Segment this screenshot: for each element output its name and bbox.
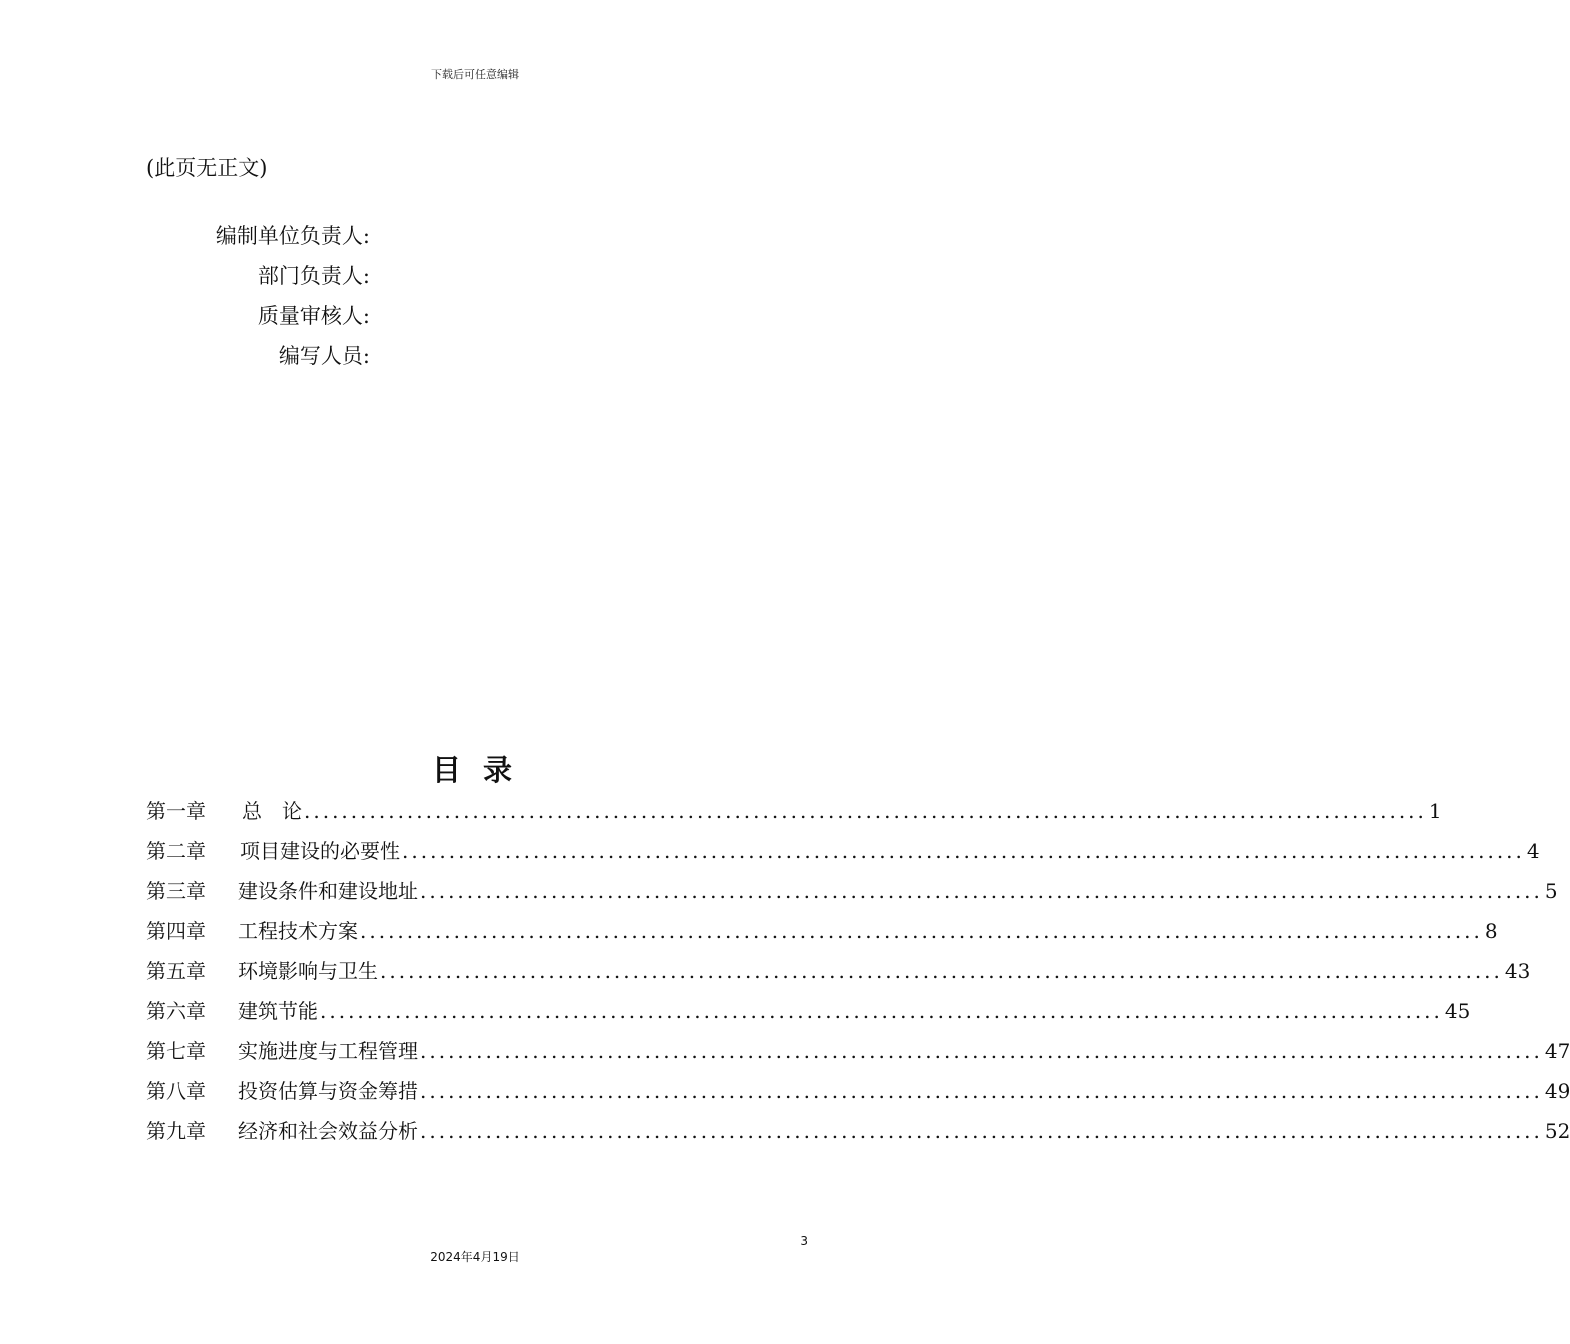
toc-entry[interactable] bbox=[146, 995, 1471, 1035]
toc-entry[interactable] bbox=[146, 1075, 1570, 1115]
toc-leader-dots: ........................................................................................................................ bbox=[420, 1119, 1543, 1143]
no-text-note: (此页无正文) bbox=[146, 156, 268, 180]
toc-page-number: 45 bbox=[1444, 999, 1471, 1023]
toc-entry-title: 实施进度与工程管理 bbox=[238, 1039, 418, 1063]
toc-entry-title: 建筑节能 bbox=[238, 999, 318, 1023]
toc-chapter: 第三章 bbox=[146, 879, 206, 903]
toc-entry-title: 项目建设的必要性 bbox=[240, 839, 400, 863]
toc-page-number: 1 bbox=[1428, 799, 1442, 823]
toc-leader-dots: ........................................................................................................................ bbox=[402, 839, 1525, 863]
toc-entry[interactable] bbox=[146, 1035, 1570, 1075]
footer-date: 2024年4月19日 bbox=[430, 1250, 520, 1264]
toc-leader-dots: ........................................................................................................................ bbox=[420, 1079, 1543, 1103]
toc-entry[interactable] bbox=[146, 915, 1498, 955]
toc-entry-title: 投资估算与资金筹措 bbox=[238, 1079, 418, 1103]
toc-page-number: 47 bbox=[1544, 1039, 1570, 1063]
toc-page-number: 52 bbox=[1544, 1119, 1570, 1143]
toc-page-number: 5 bbox=[1544, 879, 1558, 903]
toc-chapter: 第四章 bbox=[146, 919, 206, 943]
toc-entry[interactable] bbox=[146, 1115, 1570, 1155]
toc-leader-dots: ........................................................................................................................ bbox=[420, 1039, 1543, 1063]
toc-chapter: 第二章 bbox=[146, 839, 206, 863]
toc-chapter: 第八章 bbox=[146, 1079, 206, 1103]
toc-leader-dots: ........................................................................................................................ bbox=[304, 799, 1427, 823]
signature-authors: 编写人员: bbox=[278, 344, 370, 368]
toc-entry[interactable] bbox=[146, 835, 1540, 875]
signature-unit-head: 编制单位负责人: bbox=[215, 224, 370, 248]
toc-chapter: 第一章 bbox=[146, 799, 206, 823]
toc-page-number: 4 bbox=[1526, 839, 1540, 863]
signature-dept-head: 部门负责人: bbox=[257, 264, 370, 288]
toc-chapter: 第七章 bbox=[146, 1039, 206, 1063]
toc-entry[interactable] bbox=[146, 875, 1558, 915]
toc-leader-dots: ........................................................................................................................ bbox=[320, 999, 1443, 1023]
toc-entry-title: 经济和社会效益分析 bbox=[238, 1119, 418, 1143]
toc-entry-title: 环境影响与卫生 bbox=[238, 959, 378, 983]
toc-entry[interactable] bbox=[146, 955, 1531, 995]
page-number: 3 bbox=[800, 1234, 808, 1248]
toc-page-number: 8 bbox=[1484, 919, 1498, 943]
table-of-contents bbox=[146, 795, 1570, 1155]
toc-chapter: 第九章 bbox=[146, 1119, 206, 1143]
toc-leader-dots: ........................................................................................................................ bbox=[380, 959, 1503, 983]
toc-leader-dots: ........................................................................................................................ bbox=[360, 919, 1483, 943]
page-header: 下载后可任意编辑 bbox=[431, 68, 519, 81]
toc-entry-title: 总 论 bbox=[242, 799, 302, 823]
toc-entry-title: 工程技术方案 bbox=[238, 919, 358, 943]
toc-page-number: 49 bbox=[1544, 1079, 1570, 1103]
toc-title: 目 录 bbox=[431, 753, 519, 787]
toc-page-number: 43 bbox=[1504, 959, 1531, 983]
toc-leader-dots: ........................................................................................................................ bbox=[420, 879, 1543, 903]
toc-entry-title: 建设条件和建设地址 bbox=[238, 879, 418, 903]
toc-chapter: 第六章 bbox=[146, 999, 206, 1023]
signature-quality-reviewer: 质量审核人: bbox=[257, 304, 370, 328]
toc-chapter: 第五章 bbox=[146, 959, 206, 983]
toc-entry[interactable] bbox=[146, 795, 1442, 835]
